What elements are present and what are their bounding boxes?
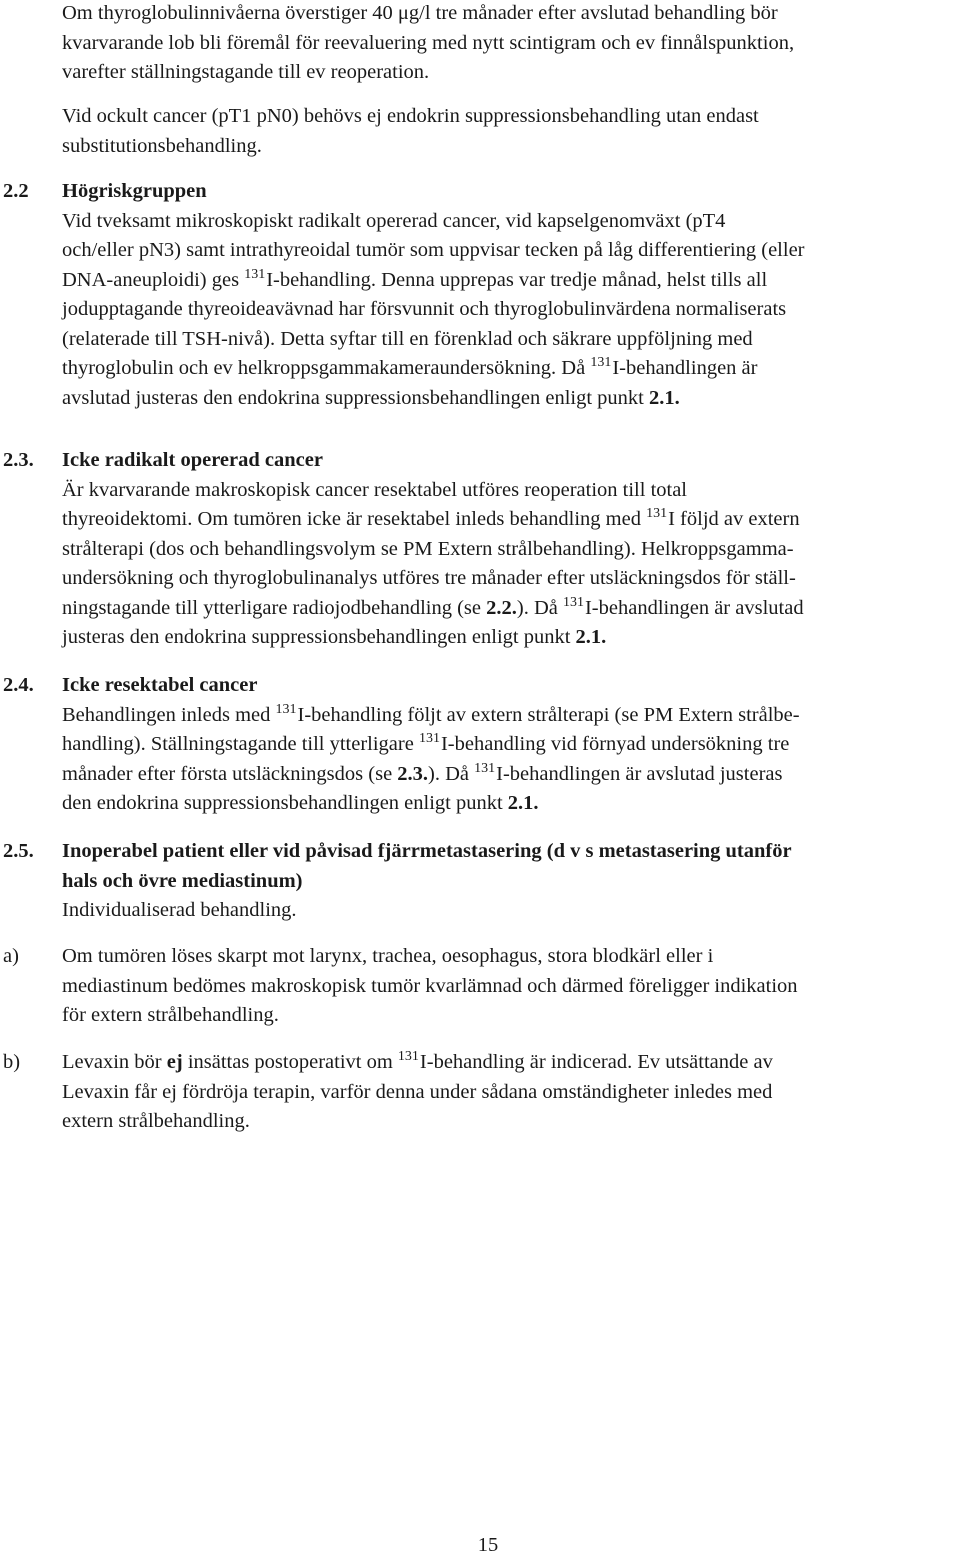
text-line: Om tumören löses skarpt mot larynx, trachea, oesophagus, stora blodkärl eller i bbox=[62, 945, 714, 967]
section-reference: 2.1. bbox=[648, 386, 680, 409]
text-segment: I-behandlingen är avslutad bbox=[584, 596, 804, 619]
section-number-2-3: 2.3. bbox=[3, 449, 34, 471]
isotope-superscript: 131 bbox=[397, 1049, 419, 1064]
text-segment: I-behandlingen är avslutad justeras bbox=[496, 762, 783, 785]
section-title: Högriskgruppen bbox=[62, 180, 207, 202]
text-line: undersökning och thyroglobulinanalys utföres tre månader efter utsläckningsdos för ställ- bbox=[62, 567, 796, 589]
section-2-5 bbox=[62, 837, 957, 926]
text-segment: månader efter första utsläckningsdos (se bbox=[62, 762, 398, 785]
emphasis-text: ej bbox=[166, 1051, 183, 1073]
text-line bbox=[62, 384, 957, 414]
text-segment: I följd av extern bbox=[668, 508, 800, 530]
section-number-2-5: 2.5. bbox=[3, 840, 34, 862]
intro-paragraph-1 bbox=[62, 0, 957, 88]
text-line: mediastinum bedömes makroskopisk tumör kvarlämnad och därmed föreligger indikation bbox=[62, 974, 798, 997]
list-item-b bbox=[62, 1048, 957, 1137]
text-segment: ). Då bbox=[516, 596, 563, 619]
text-line bbox=[62, 730, 957, 760]
isotope-superscript: 131 bbox=[275, 701, 297, 717]
text-segment: I-behandling. Denna upprepas var tredje månad, helst tills all bbox=[266, 268, 768, 291]
isotope-superscript: 131 bbox=[418, 731, 440, 746]
text-line bbox=[62, 789, 957, 819]
text-line: substitutionsbehandling. bbox=[62, 134, 262, 157]
text-segment: thyreoidektomi. Om tumören icke är resektabel inleds behandling med bbox=[62, 508, 647, 530]
text-segment: ). Då bbox=[428, 762, 475, 785]
text-line bbox=[62, 623, 957, 653]
section-number-2-2: 2.2 bbox=[3, 180, 29, 202]
text-line: varefter ställningstagande till ev reoperation. bbox=[62, 61, 430, 83]
text-line: jodupptagande thyreoideavävnad har försvunnit och thyroglobulinvärdena normaliserats bbox=[62, 298, 787, 320]
text-segment: avslutad justeras den endokrina suppressionsbehandlingen enligt punkt bbox=[62, 386, 649, 409]
text-line: och/eller pN3) samt intrathyreoidal tumör som uppvisar tecken på låg differentiering (eller bbox=[62, 239, 805, 261]
text-line: strålterapi (dos och behandlingsvolym se PM Extern strålbehandling). Helkroppsgamma- bbox=[62, 537, 794, 560]
text-line: Vid tveksamt mikroskopiskt radikalt opererad cancer, vid kapselgenomväxt (pT4 bbox=[62, 209, 726, 232]
text-line bbox=[62, 505, 957, 535]
text-segment: den endokrina suppressionsbehandlingen enligt punkt bbox=[62, 792, 508, 814]
isotope-superscript: 131 bbox=[474, 760, 496, 776]
intro-paragraph-2 bbox=[62, 102, 957, 161]
section-reference: 2.2. bbox=[486, 596, 517, 619]
text-segment: justeras den endokrina suppressionsbehandlingen enligt punkt bbox=[62, 626, 576, 648]
text-line: (relaterade till TSH-nivå). Detta syftar till en förenklad och säkrare uppföljning med bbox=[62, 327, 753, 350]
text-line: Individualiserad behandling. bbox=[62, 899, 297, 921]
section-title: Icke resektabel cancer bbox=[62, 674, 258, 696]
text-line: Är kvarvarande makroskopisk cancer resektabel utföres reoperation till total bbox=[62, 478, 687, 501]
section-title: hals och övre mediastinum) bbox=[62, 869, 303, 892]
list-item-a bbox=[62, 942, 957, 1031]
text-segment: I-behandling är indicerad. Ev utsättande av bbox=[419, 1051, 773, 1073]
text-line bbox=[62, 266, 957, 296]
text-segment: I-behandling vid förnyad undersökning tre bbox=[440, 733, 790, 755]
section-2-3 bbox=[62, 446, 957, 653]
isotope-superscript: 131 bbox=[646, 506, 668, 521]
section-title: Icke radikalt opererad cancer bbox=[62, 449, 323, 471]
text-line: extern strålbehandling. bbox=[62, 1110, 250, 1132]
section-title: Inoperabel patient eller vid påvisad fjärrmetastasering (d v s metastasering utanför bbox=[62, 840, 792, 862]
text-line bbox=[62, 1048, 957, 1078]
text-segment: ningstagande till ytterligare radiojodbehandling (se bbox=[62, 596, 487, 619]
text-segment: I-behandling följt av extern strålterapi (se PM Extern strålbe- bbox=[297, 703, 800, 726]
text-line bbox=[62, 760, 957, 790]
text-segment: Levaxin bör bbox=[62, 1051, 167, 1073]
text-segment: insättas postoperativt om bbox=[182, 1051, 398, 1073]
section-reference: 2.3. bbox=[397, 762, 429, 785]
text-segment: Behandlingen inleds med bbox=[62, 703, 276, 726]
text-segment: handling). Ställningstagande till ytterligare bbox=[62, 733, 419, 755]
text-line: Vid ockult cancer (pT1 pN0) behövs ej endokrin suppressionsbehandling utan endast bbox=[62, 105, 759, 127]
text-segment: thyroglobulin och ev helkroppsgammakameraundersökning. Då bbox=[62, 357, 591, 379]
text-segment: I-behandlingen är bbox=[612, 357, 758, 379]
section-reference: 2.1. bbox=[575, 626, 607, 648]
isotope-superscript: 131 bbox=[244, 266, 266, 282]
text-line bbox=[62, 701, 957, 731]
text-segment: DNA-aneuploidi) ges bbox=[62, 268, 245, 291]
text-line: för extern strålbehandling. bbox=[62, 1004, 279, 1026]
isotope-superscript: 131 bbox=[562, 594, 584, 610]
text-line bbox=[62, 594, 957, 624]
section-2-4 bbox=[62, 671, 957, 819]
text-line bbox=[62, 354, 957, 384]
section-reference: 2.1. bbox=[507, 792, 539, 814]
page-number: 15 bbox=[477, 1534, 499, 1556]
list-label-a: a) bbox=[3, 945, 19, 967]
text-line: Om thyroglobulinnivåerna överstiger 40 μg/l tre månader efter avslutad behandling bör bbox=[62, 2, 778, 24]
section-number-2-4: 2.4. bbox=[3, 674, 34, 696]
text-line: kvarvarande lob bli föremål för reevaluering med nytt scintigram och ev finnålspunktion, bbox=[62, 31, 795, 54]
section-2-2 bbox=[62, 177, 957, 413]
text-line: Levaxin får ej fördröja terapin, varför denna under sådana omständigheter inledes med bbox=[62, 1080, 773, 1103]
list-label-b: b) bbox=[3, 1051, 21, 1073]
isotope-superscript: 131 bbox=[590, 355, 612, 370]
